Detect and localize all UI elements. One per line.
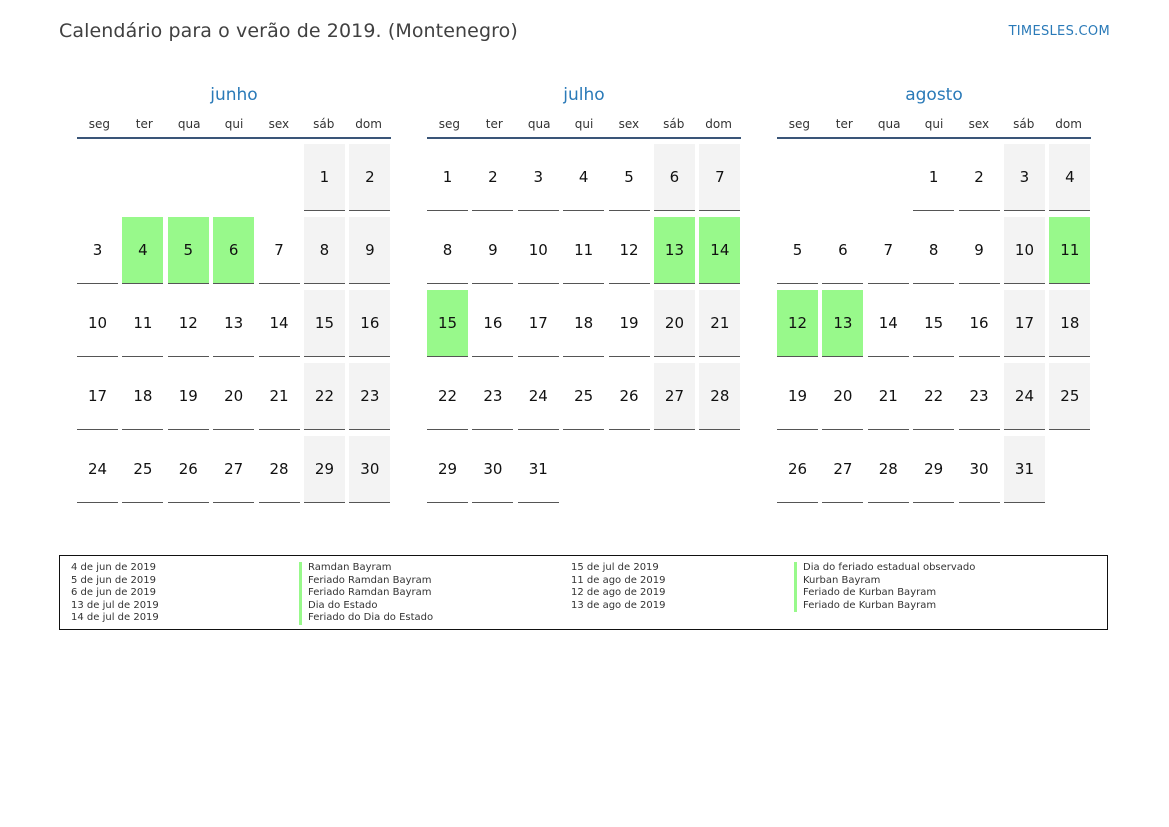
weekday-label: dom: [705, 117, 732, 131]
legend-holiday-name: Feriado de Kurban Bayram: [794, 600, 975, 613]
empty-day-cell: [213, 144, 254, 211]
weekday-label: sex: [268, 117, 290, 131]
weekday-label: seg: [788, 117, 811, 131]
legend-date: 6 de jun de 2019: [71, 587, 156, 598]
weekday-label: dom: [355, 117, 382, 131]
week-row: [427, 363, 741, 436]
day-cell: 4: [122, 217, 163, 284]
day-cell: 8: [304, 217, 345, 284]
day-cell: 11: [563, 217, 604, 284]
empty-day-cell: [77, 144, 118, 211]
day-cell: 5: [609, 144, 650, 211]
day-cell: 19: [609, 290, 650, 357]
weekday-label: ter: [135, 117, 153, 131]
weekday-header: [77, 116, 391, 139]
weekday-label: qua: [877, 117, 901, 131]
legend-holiday-name: Feriado do Dia do Estado: [299, 612, 433, 625]
weekday-label: ter: [835, 117, 853, 131]
week-row: [427, 436, 741, 509]
day-cell: 2: [349, 144, 390, 211]
day-cell: 30: [959, 436, 1000, 503]
legend-date: 11 de ago de 2019: [571, 574, 666, 586]
day-cell: 18: [563, 290, 604, 357]
day-cell: 21: [259, 363, 300, 430]
day-cell: 1: [304, 144, 345, 211]
day-cell: 9: [472, 217, 513, 284]
day-grid: [77, 144, 391, 509]
month-august: [777, 84, 1091, 509]
week-row: [427, 217, 741, 290]
day-cell: 18: [1049, 290, 1090, 357]
week-row: [777, 144, 1091, 217]
empty-day-cell: [168, 144, 209, 211]
day-cell: 10: [1004, 217, 1045, 284]
day-cell: 22: [304, 363, 345, 430]
day-cell: 29: [913, 436, 954, 503]
empty-day-cell: [699, 436, 740, 503]
day-cell: 9: [349, 217, 390, 284]
week-row: [77, 217, 391, 290]
weekday-label: seg: [438, 117, 461, 131]
day-cell: 21: [699, 290, 740, 357]
day-cell: 7: [259, 217, 300, 284]
empty-day-cell: [122, 144, 163, 211]
day-cell: 22: [913, 363, 954, 430]
day-cell: 5: [168, 217, 209, 284]
legend-holiday-name: Dia do Estado: [299, 600, 433, 613]
weekday-label: qui: [224, 117, 244, 131]
day-cell: 13: [654, 217, 695, 284]
day-cell: 26: [777, 436, 818, 503]
day-cell: 17: [77, 363, 118, 430]
day-cell: 25: [563, 363, 604, 430]
week-row: [77, 436, 391, 509]
day-cell: 29: [427, 436, 468, 503]
month-name: agosto: [905, 85, 963, 105]
day-cell: 26: [609, 363, 650, 430]
day-cell: 27: [822, 436, 863, 503]
legend-holiday-name: Feriado Ramdan Bayram: [299, 587, 433, 600]
day-grid: [777, 144, 1091, 509]
legend-date: 5 de jun de 2019: [71, 574, 156, 586]
day-cell: 13: [213, 290, 254, 357]
day-cell: 7: [868, 217, 909, 284]
empty-day-cell: [1049, 436, 1090, 503]
day-cell: 24: [518, 363, 559, 430]
weekday-label: qua: [177, 117, 201, 131]
legend-date: 12 de ago de 2019: [571, 587, 666, 598]
day-cell: 6: [654, 144, 695, 211]
day-cell: 19: [777, 363, 818, 430]
week-row: [77, 363, 391, 436]
day-cell: 12: [168, 290, 209, 357]
day-cell: 28: [259, 436, 300, 503]
week-row: [777, 290, 1091, 363]
weekday-header: [777, 116, 1091, 139]
month-name: junho: [210, 85, 258, 105]
legend-date: 4 de jun de 2019: [71, 562, 156, 573]
day-cell: 16: [472, 290, 513, 357]
holiday-legend: [59, 555, 1108, 630]
day-cell: 25: [122, 436, 163, 503]
legend-holiday-name: Feriado de Kurban Bayram: [794, 587, 975, 600]
day-cell: 30: [472, 436, 513, 503]
day-cell: 3: [518, 144, 559, 211]
day-cell: 1: [427, 144, 468, 211]
weekday-label: seg: [88, 117, 111, 131]
day-cell: 14: [699, 217, 740, 284]
week-row: [77, 290, 391, 363]
weekday-label: ter: [485, 117, 503, 131]
day-cell: 8: [427, 217, 468, 284]
day-cell: 2: [472, 144, 513, 211]
day-cell: 11: [1049, 217, 1090, 284]
weekday-label: sáb: [313, 117, 335, 131]
day-cell: 8: [913, 217, 954, 284]
day-cell: 31: [518, 436, 559, 503]
legend-holiday-name: Feriado Ramdan Bayram: [299, 575, 433, 588]
legend-date: 15 de jul de 2019: [571, 562, 659, 573]
weekday-header: [427, 116, 741, 139]
day-grid: [427, 144, 741, 509]
empty-day-cell: [563, 436, 604, 503]
day-cell: 12: [777, 290, 818, 357]
day-cell: 28: [699, 363, 740, 430]
week-row: [427, 290, 741, 363]
week-row: [77, 144, 391, 217]
empty-day-cell: [259, 144, 300, 211]
day-cell: 15: [913, 290, 954, 357]
day-cell: 4: [563, 144, 604, 211]
day-cell: 10: [77, 290, 118, 357]
weekday-label: sáb: [1013, 117, 1035, 131]
empty-day-cell: [777, 144, 818, 211]
legend-holiday-name: Dia do feriado estadual observado: [794, 562, 975, 575]
day-cell: 29: [304, 436, 345, 503]
day-cell: 20: [822, 363, 863, 430]
day-cell: 19: [168, 363, 209, 430]
legend-dates-left: [71, 562, 159, 625]
day-cell: 28: [868, 436, 909, 503]
day-cell: 23: [472, 363, 513, 430]
page-title: Calendário para o verão de 2019. (Montenegro): [59, 20, 518, 42]
day-cell: 17: [518, 290, 559, 357]
month-july: [427, 84, 741, 509]
legend-dates-right: [571, 562, 665, 612]
day-cell: 2: [959, 144, 1000, 211]
day-cell: 24: [77, 436, 118, 503]
week-row: [777, 217, 1091, 290]
week-row: [777, 436, 1091, 509]
day-cell: 23: [959, 363, 1000, 430]
day-cell: 14: [259, 290, 300, 357]
legend-date: 13 de ago de 2019: [571, 599, 666, 611]
week-row: [777, 363, 1091, 436]
day-cell: 17: [1004, 290, 1045, 357]
weekday-label: sex: [618, 117, 640, 131]
empty-day-cell: [654, 436, 695, 503]
day-cell: 14: [868, 290, 909, 357]
legend-names-left: [299, 562, 433, 625]
day-cell: 15: [427, 290, 468, 357]
day-cell: 6: [213, 217, 254, 284]
day-cell: 18: [122, 363, 163, 430]
weekday-label: sáb: [663, 117, 685, 131]
legend-holiday-name: Kurban Bayram: [794, 575, 975, 588]
day-cell: 21: [868, 363, 909, 430]
day-cell: 23: [349, 363, 390, 430]
weekday-label: sex: [968, 117, 990, 131]
weekday-label: qua: [527, 117, 551, 131]
day-cell: 1: [913, 144, 954, 211]
month-name: julho: [563, 85, 605, 105]
site-link[interactable]: TIMESLES.COM: [1008, 24, 1110, 39]
day-cell: 11: [122, 290, 163, 357]
day-cell: 5: [777, 217, 818, 284]
day-cell: 12: [609, 217, 650, 284]
legend-date: 14 de jul de 2019: [71, 612, 159, 623]
day-cell: 16: [959, 290, 1000, 357]
day-cell: 20: [654, 290, 695, 357]
day-cell: 20: [213, 363, 254, 430]
day-cell: 30: [349, 436, 390, 503]
legend-date: 13 de jul de 2019: [71, 599, 159, 611]
day-cell: 3: [77, 217, 118, 284]
day-cell: 24: [1004, 363, 1045, 430]
day-cell: 25: [1049, 363, 1090, 430]
empty-day-cell: [822, 144, 863, 211]
weekday-label: dom: [1055, 117, 1082, 131]
legend-holiday-name: Ramdan Bayram: [299, 562, 433, 575]
day-cell: 15: [304, 290, 345, 357]
day-cell: 7: [699, 144, 740, 211]
day-cell: 13: [822, 290, 863, 357]
day-cell: 27: [654, 363, 695, 430]
day-cell: 4: [1049, 144, 1090, 211]
weekday-label: qui: [574, 117, 594, 131]
legend-names-right: [794, 562, 975, 612]
day-cell: 26: [168, 436, 209, 503]
day-cell: 22: [427, 363, 468, 430]
empty-day-cell: [609, 436, 650, 503]
week-row: [427, 144, 741, 217]
day-cell: 16: [349, 290, 390, 357]
day-cell: 6: [822, 217, 863, 284]
day-cell: 9: [959, 217, 1000, 284]
weekday-label: qui: [924, 117, 944, 131]
day-cell: 3: [1004, 144, 1045, 211]
empty-day-cell: [868, 144, 909, 211]
day-cell: 27: [213, 436, 254, 503]
day-cell: 31: [1004, 436, 1045, 503]
day-cell: 10: [518, 217, 559, 284]
month-june: [77, 84, 391, 509]
